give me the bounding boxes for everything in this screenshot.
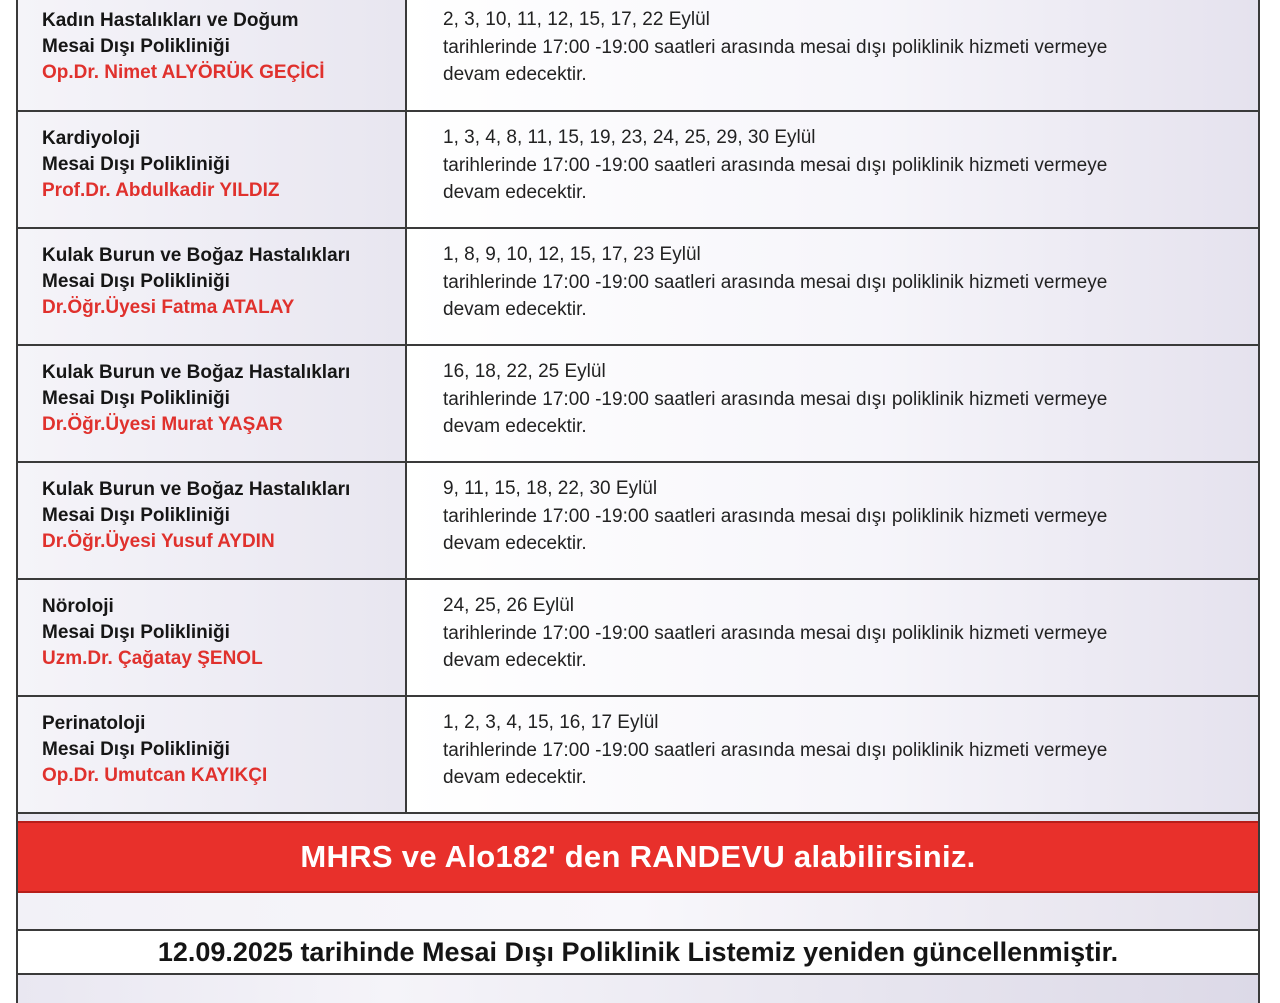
department-cell — [18, 0, 406, 111]
clinic-dates: 16, 18, 22, 25 Eylül — [443, 361, 606, 382]
schedule-cell — [406, 111, 1258, 228]
department-name: Kulak Burun ve Boğaz Hastalıkları — [42, 479, 351, 500]
clinic-closing: devam edecektir. — [443, 650, 587, 671]
clinic-schedule-table — [18, 0, 1258, 814]
table-row — [18, 111, 1258, 228]
appointment-banner — [18, 821, 1258, 893]
clinic-dates: 1, 3, 4, 8, 11, 15, 19, 23, 24, 25, 29, 30 Eylül — [443, 127, 816, 148]
department-name: Kulak Burun ve Boğaz Hastalıkları — [42, 362, 351, 383]
clinic-closing: devam edecektir. — [443, 767, 587, 788]
clinic-hours: tarihlerinde 17:00 -19:00 saatleri arasında mesai dışı poliklinik hizmeti vermeye — [443, 622, 1108, 644]
doctor-name: Dr.Öğr.Üyesi Fatma ATALAY — [42, 297, 295, 318]
department-name: Kadın Hastalıkları ve Doğum — [42, 10, 299, 31]
update-notice-text: 12.09.2025 tarihinde Mesai Dışı Poliklinik Listemiz yeniden güncellenmiştir. — [157, 936, 1119, 967]
table-row — [18, 345, 1258, 462]
schedule-sheet — [16, 0, 1260, 1003]
doctor-name: Uzm.Dr. Çağatay ŞENOL — [42, 648, 263, 669]
appointment-banner-text: MHRS ve Alo182' den RANDEVU alabilirsiniz. — [300, 839, 976, 874]
clinic-name: Mesai Dışı Polikliniği — [42, 739, 230, 760]
clinic-name: Mesai Dışı Polikliniği — [42, 36, 230, 57]
table-row — [18, 696, 1258, 813]
doctor-name: Op.Dr. Umutcan KAYIKÇI — [42, 765, 268, 786]
clinic-closing: devam edecektir. — [443, 182, 587, 203]
clinic-closing: devam edecektir. — [443, 64, 587, 85]
clinic-name: Mesai Dışı Polikliniği — [42, 271, 230, 292]
department-cell — [18, 345, 406, 462]
spacer-row — [18, 893, 1258, 931]
department-name: Nöroloji — [42, 596, 114, 617]
department-cell — [18, 579, 406, 696]
schedule-cell — [406, 579, 1258, 696]
doctor-name: Op.Dr. Nimet ALYÖRÜK GEÇİCİ — [42, 62, 325, 83]
doctor-name: Prof.Dr. Abdulkadir YILDIZ — [42, 180, 280, 201]
clinic-closing: devam edecektir. — [443, 416, 587, 437]
table-row — [18, 228, 1258, 345]
right-margin — [1262, 0, 1280, 1003]
doctor-name: Dr.Öğr.Üyesi Yusuf AYDIN — [42, 531, 275, 552]
clinic-hours: tarihlerinde 17:00 -19:00 saatleri arasında mesai dışı poliklinik hizmeti vermeye — [443, 739, 1108, 761]
department-cell — [18, 462, 406, 579]
clinic-dates: 1, 8, 9, 10, 12, 15, 17, 23 Eylül — [443, 244, 701, 265]
schedule-cell — [406, 0, 1258, 111]
department-name: Perinatoloji — [42, 713, 146, 734]
clinic-closing: devam edecektir. — [443, 533, 587, 554]
clinic-hours: tarihlerinde 17:00 -19:00 saatleri arasında mesai dışı poliklinik hizmeti vermeye — [443, 36, 1108, 58]
clinic-dates: 9, 11, 15, 18, 22, 30 Eylül — [443, 478, 658, 499]
schedule-cell — [406, 228, 1258, 345]
table-row — [18, 579, 1258, 696]
clinic-name: Mesai Dışı Polikliniği — [42, 154, 230, 175]
department-cell — [18, 111, 406, 228]
clinic-hours: tarihlerinde 17:00 -19:00 saatleri arasında mesai dışı poliklinik hizmeti vermeye — [443, 388, 1108, 410]
clinic-dates: 2, 3, 10, 11, 12, 15, 17, 22 Eylül — [443, 9, 710, 30]
department-name: Kulak Burun ve Boğaz Hastalıkları — [42, 245, 351, 266]
clinic-hours: tarihlerinde 17:00 -19:00 saatleri arasında mesai dışı poliklinik hizmeti vermeye — [443, 154, 1108, 176]
table-row — [18, 462, 1258, 579]
clinic-name: Mesai Dışı Polikliniği — [42, 388, 230, 409]
clinic-hours: tarihlerinde 17:00 -19:00 saatleri arasında mesai dışı poliklinik hizmeti vermeye — [443, 505, 1108, 527]
schedule-cell — [406, 345, 1258, 462]
clinic-name: Mesai Dışı Polikliniği — [42, 505, 230, 526]
department-cell — [18, 696, 406, 813]
clinic-name: Mesai Dışı Polikliniği — [42, 622, 230, 643]
doctor-name: Dr.Öğr.Üyesi Murat YAŞAR — [42, 414, 283, 435]
department-name: Kardiyoloji — [42, 128, 141, 149]
clinic-hours: tarihlerinde 17:00 -19:00 saatleri arasında mesai dışı poliklinik hizmeti vermeye — [443, 271, 1108, 293]
schedule-cell — [406, 462, 1258, 579]
clinic-dates: 24, 25, 26 Eylül — [443, 595, 574, 616]
bottom-strip — [18, 975, 1258, 1003]
department-cell — [18, 228, 406, 345]
clinic-dates: 1, 2, 3, 4, 15, 16, 17 Eylül — [443, 712, 659, 733]
clinic-closing: devam edecektir. — [443, 299, 587, 320]
table-row — [18, 0, 1258, 111]
update-notice-row — [18, 931, 1258, 975]
schedule-cell — [406, 696, 1258, 813]
